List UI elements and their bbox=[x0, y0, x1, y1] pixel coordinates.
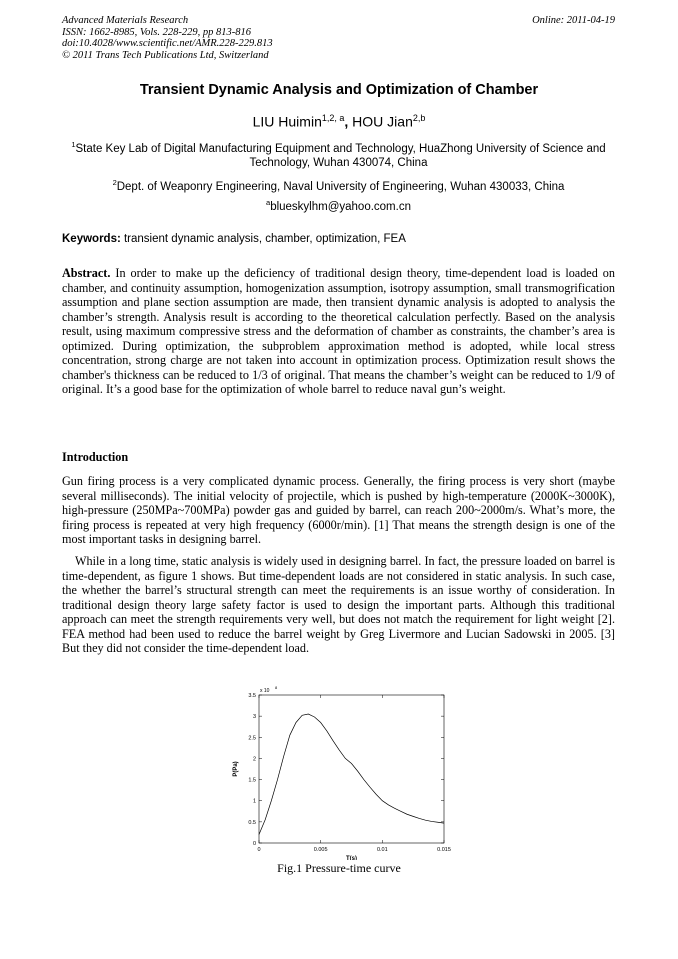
author-separator: , bbox=[344, 113, 353, 130]
issn-line: ISSN: 1662-8985, Vols. 228-229, pp 813-816 bbox=[62, 26, 251, 38]
y-tick-label: 2 bbox=[252, 756, 256, 763]
pressure-series-line bbox=[259, 714, 444, 835]
journal-header bbox=[62, 15, 273, 61]
affiliation-1 bbox=[62, 138, 615, 171]
affiliation-2 bbox=[62, 176, 615, 194]
introduction-heading: Introduction bbox=[62, 450, 129, 464]
y-exponent-power: 8 bbox=[275, 685, 278, 690]
affiliation-1-sup: 1 bbox=[71, 140, 76, 149]
figure-caption: Fig.1 Pressure-time curve bbox=[277, 861, 401, 875]
author-2: HOU Jian bbox=[352, 113, 413, 130]
y-tick-label: 1 bbox=[252, 798, 256, 805]
author-2-sup: 2,b bbox=[412, 113, 426, 123]
x-tick-label: 0.01 bbox=[376, 847, 388, 853]
plot-frame bbox=[259, 695, 444, 843]
email-sup: a bbox=[266, 198, 271, 207]
copyright-line: © 2011 Trans Tech Publications Ltd, Switzerland bbox=[62, 49, 269, 61]
abstract-text: In order to make up the deficiency of traditional design theory, time-dependent load is loaded on chamber, and continuity assumption, homogenization assumption, isotropy assumption, small transmogrification assumption and plane section assumption are made, then transient dynamic analysis is adopted to analysis the chamber’s strength. Analysis result is according to the theoretical calculation perfectly. Based on the analysis result, using maximum compressive stress and the deformation of chamber as constraints, the chamber’s area is optimized. During optimization, the subproblem approximation method is adopted, while local stress concentration, strong charge are not taken into account in optimization process. Optimization result shows the chamber's thickness can be reduced to 1/3 of original. That means the chamber’s weight can be reduced to 1/9 of original. It’s a good base for the optimization of whole barrel to reduce naval gun’s weight. bbox=[62, 266, 615, 396]
abstract bbox=[62, 266, 615, 397]
x-tick-label: 0.005 bbox=[313, 847, 328, 853]
author-line bbox=[0, 113, 678, 130]
doi-line: doi:10.4028/www.scientific.net/AMR.228-229.813 bbox=[62, 38, 273, 49]
y-tick-label: 0 bbox=[252, 841, 256, 847]
journal-name: Advanced Materials Research bbox=[62, 15, 189, 26]
keywords-label: Keywords: bbox=[62, 233, 121, 245]
author-1: LIU Huimin bbox=[252, 113, 322, 130]
x-tick-label: 0 bbox=[257, 847, 261, 853]
author-1-sup: 1,2, a bbox=[321, 113, 345, 123]
chart-svg bbox=[225, 680, 455, 860]
pressure-time-chart bbox=[225, 680, 455, 865]
abstract-label: Abstract. bbox=[62, 266, 111, 280]
y-tick-label: 1.5 bbox=[248, 777, 256, 784]
email-address: blueskylhm@yahoo.com.cn bbox=[270, 200, 411, 213]
introduction-paragraph-2: While in a long time, static analysis is widely used in designing barrel. In fact, the pressure loaded on barrel is time-dependent, as figure 1 shows. But time-dependent loads are not considered in static analysis. In such case, the whether the barrel’s structural strength can meet the requirements is an issue worthy of consideration. In traditional design theory large safety factor is used to design the important parts. Although this traditional approach can meet the strength requirements very well, but does not match the requirement for light weight [2]. FEA method had been used to reduce the barrel weight by Greg Livermore and Lucian Sadowski in 2005. [3] But they did not consider the time-dependent load. bbox=[62, 554, 615, 655]
x-tick-label: 0.015 bbox=[437, 847, 451, 853]
introduction-paragraph-1: Gun firing process is a very complicated dynamic process. Generally, the firing process is very short (maybe several milliseconds). The initial velocity of projectile, which is pushed by high-temperature (2000K~3000K), high-pressure (250MPa~700MPa) powder gas and guided by barrel, can reach 200~2000m/s. What’s more, the firing process is repeated at very high frequency (6000r/min). [1] That means the strength design is one of the most important tasks in designing barrel. bbox=[62, 474, 615, 546]
online-date: Online: 2011-04-19 bbox=[532, 15, 615, 26]
keywords-text: transient dynamic analysis, chamber, optimization, FEA bbox=[120, 233, 406, 245]
x-axis-label: T(s) bbox=[346, 856, 357, 860]
y-exponent-label: x 10 bbox=[260, 688, 270, 694]
keywords bbox=[62, 233, 406, 245]
y-tick-label: 3 bbox=[252, 714, 256, 721]
y-tick-label: 0.5 bbox=[248, 819, 256, 826]
y-tick-label: 3.5 bbox=[248, 693, 256, 699]
paper-title: Transient Dynamic Analysis and Optimization of Chamber bbox=[139, 82, 539, 98]
y-axis-label: P(Pa) bbox=[233, 761, 239, 777]
affiliation-2-text: Dept. of Weaponry Engineering, Naval University of Engineering, Wuhan 430033, China bbox=[116, 180, 565, 193]
affiliation-2-sup: 2 bbox=[112, 178, 117, 187]
email-line bbox=[62, 196, 615, 214]
y-tick-label: 2.5 bbox=[248, 735, 256, 742]
affiliation-1-text: State Key Lab of Digital Manufacturing Equipment and Technology, HuaZhong University of Science and Technology, Wuhan 430074, China bbox=[75, 142, 606, 170]
